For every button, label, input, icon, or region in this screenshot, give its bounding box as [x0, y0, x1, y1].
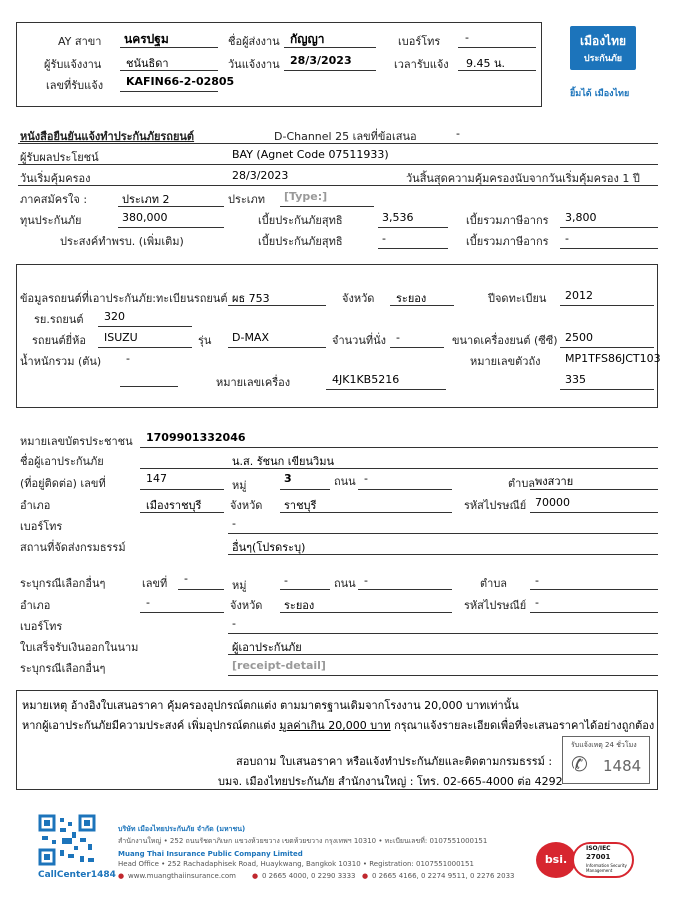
- tel-numbers: 0 2665 4000, 0 2290 3333: [262, 872, 356, 880]
- cmi-total-label: เบี้ยรวมภาษีอากร: [466, 235, 549, 248]
- hotline-box: [562, 736, 650, 784]
- contact-line2: บมจ. เมืองไทยประกันภัย สำนักงานใหญ่ : โทร. 02-665-4000 ต่อ 4292: [218, 775, 563, 788]
- company-address-en: Head Office • 252 Rachadaphisek Road, Huaykwang, Bangkok 10310 • Registration: 0107551000151: [118, 860, 474, 868]
- receipt-other-value: [receipt-detail]: [232, 659, 326, 672]
- chassis-value-line2: 335: [565, 373, 586, 386]
- iso-badge: [572, 842, 634, 878]
- fax-numbers: 0 2665 4166, 0 2274 9511, 0 2276 2033: [372, 872, 515, 880]
- weight-label: น้ำหนักรวม (ตัน): [20, 355, 102, 368]
- notify-date-value: 28/3/2023: [290, 54, 352, 67]
- amphoe-label: อำเภอ: [20, 499, 51, 512]
- cc-label: ขนาดเครื่องยนต์ (ซีซี): [452, 334, 558, 347]
- logo-slogan: ยิ้มได้ เมืองไทย: [570, 89, 630, 99]
- vehicle-province-label: จังหวัด: [342, 292, 375, 305]
- other-province-value: ระยอง: [284, 599, 315, 612]
- vehicle-province-value: ระยอง: [396, 292, 427, 305]
- other-province-label: จังหวัด: [230, 599, 263, 612]
- other-zip-label: รหัสไปรษณีย์: [464, 599, 527, 612]
- zip-value: 70000: [535, 496, 570, 509]
- ref-label: เลขที่รับแจ้ง: [46, 79, 104, 92]
- fax-icon: ●: [362, 872, 369, 880]
- beneficiary-value: BAY (Agnet Code 07511933): [232, 148, 389, 161]
- phone-value: -: [465, 31, 469, 44]
- globe-icon: ●: [118, 872, 125, 880]
- tambon-value: พงสวาย: [535, 475, 574, 488]
- bsi-text: bsi.: [544, 853, 568, 866]
- amphoe-value: เมืองราชบุรี: [146, 499, 202, 512]
- tambon-label: ตำบล: [508, 477, 536, 490]
- website[interactable]: www.muangthaiinsurance.com: [128, 872, 236, 880]
- tel-icon: ●: [252, 872, 259, 880]
- reg-year-value: 2012: [565, 289, 593, 302]
- company-logo: [570, 26, 636, 70]
- receipt-label: ใบเสร็จรับเงินออกในนาม: [20, 641, 139, 654]
- other-road-label: ถนน: [334, 577, 356, 590]
- vehicle-code-value: 320: [104, 310, 125, 323]
- other-phone-value: -: [232, 617, 236, 630]
- addr-no-value: 147: [146, 472, 167, 485]
- road-value: -: [364, 472, 368, 485]
- phone-icon: ✆: [571, 752, 588, 776]
- beneficiary-label: ผู้รับผลประโยชน์: [20, 151, 99, 164]
- cmi-total-value: -: [565, 232, 569, 245]
- branch-label: AY สาขา: [58, 35, 102, 48]
- seats-value: -: [396, 331, 400, 344]
- notify-time-value: 9.45 น.: [466, 57, 506, 70]
- net-premium-label: เบี้ยประกันภัยสุทธิ: [258, 214, 343, 227]
- sender-label: ชื่อผู้ส่งงาน: [228, 35, 280, 48]
- other-addr-label: ระบุกรณีเลือกอื่นๆ: [20, 577, 106, 590]
- other-no-value: -: [184, 572, 188, 585]
- hotline-number: 1484: [603, 757, 642, 775]
- moo-value: 3: [284, 472, 292, 485]
- remark-line2-c: กรุณาแจ้งรายละเอียดเพื่อที่จะเสนอราคาได้อย่างถูกต้อง: [390, 719, 655, 732]
- cmi-net-value: -: [382, 232, 386, 245]
- engine-label: หมายเลขเครื่อง: [216, 376, 291, 389]
- other-tambon-value: -: [535, 574, 539, 587]
- delivery-value: อื่นๆ(โปรดระบุ): [232, 541, 306, 554]
- net-premium-value: 3,536: [382, 211, 414, 224]
- sum-label: ทุนประกันภัย: [20, 214, 82, 227]
- seats-label: จำนวนที่นั่ง: [332, 334, 386, 347]
- zip-label: รหัสไปรษณีย์: [464, 499, 527, 512]
- voluntary-label: ภาคสมัครใจ :: [20, 193, 88, 206]
- id-value: 1709901332046: [146, 431, 246, 444]
- phone-label: เบอร์โทร: [398, 35, 441, 48]
- reg-label: ข้อมูลรถยนต์ที่เอาประกันภัย:ทะเบียนรถยนต์: [20, 292, 228, 305]
- other-tambon-label: ตำบล: [480, 577, 508, 590]
- receipt-value: ผู้เอาประกันภัย: [232, 641, 302, 654]
- end-label: วันสิ้นสุดความคุ้มครองนับจากวันเริ่มคุ้มครอง 1 ปี: [406, 172, 640, 185]
- total-premium-value: 3,800: [565, 211, 597, 224]
- hotline-caption: รับแจ้งเหตุ 24 ชั่วโมง: [571, 741, 637, 749]
- chassis-value-line1: MP1TFS86JCT103: [565, 352, 661, 365]
- contact-line1: สอบถาม ใบเสนอราคา หรือแจ้งทำประกันภัยและติดตามกรมธรรม์ :: [236, 755, 553, 768]
- insured-name-value: น.ส. รัชนก เขียนวิมน: [232, 455, 334, 468]
- remark-line2-b: มูลค่าเกิน 20,000 บาท: [279, 719, 391, 732]
- weight-value: -: [126, 352, 130, 365]
- sender-value: กัญญา: [290, 32, 325, 46]
- receiver-value: ชนันธิดา: [126, 57, 169, 70]
- cmi-label: ประสงค์ทำพรบ. (เพิ่มเติม): [60, 235, 184, 248]
- doc-title: หนังสือยืนยันแจ้งทำประกันภัยรถยนต์: [20, 130, 195, 143]
- voluntary-value: ประเภท 2: [122, 193, 170, 206]
- other-zip-value: -: [535, 596, 539, 609]
- insured-name-label: ชื่อผู้เอาประกันภัย: [20, 455, 104, 468]
- insured-province-value: ราชบุรี: [284, 499, 317, 512]
- bsi-logo: [536, 842, 576, 878]
- id-label: หมายเลขบัตรประชาชน: [20, 435, 133, 448]
- notify-time-label: เวลารับแจ้ง: [394, 58, 449, 71]
- delivery-label: สถานที่จัดส่งกรมธรรม์: [20, 541, 126, 554]
- start-value: 28/3/2023: [232, 169, 289, 182]
- cc-value: 2500: [565, 331, 593, 344]
- vehicle-code-label: รย.รถยนต์: [34, 313, 84, 326]
- type-value: [Type:]: [284, 190, 328, 203]
- other-no-label: เลขที่: [142, 577, 168, 590]
- other-amphoe-value: -: [146, 596, 150, 609]
- remark-line1: หมายเหตุ อ้างอิงใบเสนอราคา คุ้มครองอุปกรณ์ตกแต่ง ตามมาตรฐานเดิมจากโรงงาน 20,000 บาทเท่านั้น: [22, 699, 519, 712]
- branch-value: นครปฐม: [124, 32, 169, 46]
- channel-value: -: [456, 127, 460, 140]
- company-name-th: บริษัท เมืองไทยประกันภัย จำกัด (มหาชน): [118, 825, 246, 833]
- remark-line2: [22, 716, 654, 734]
- ref-value: KAFIN66-2-02805: [126, 75, 235, 88]
- model-value: D-MAX: [232, 331, 269, 344]
- brand-value: ISUZU: [104, 331, 138, 344]
- type-label: ประเภท: [228, 193, 266, 206]
- iso-line1: ISO/IEC: [586, 845, 611, 852]
- iso-line3: Information Security Management: [586, 863, 627, 873]
- other-moo-value: -: [284, 574, 288, 587]
- sum-value: 380,000: [122, 211, 168, 224]
- moo-label: หมู่: [232, 479, 247, 492]
- reg-value: ผธ 753: [232, 292, 270, 305]
- qr-code: [38, 814, 96, 866]
- receipt-other-label: ระบุกรณีเลือกอื่นๆ: [20, 662, 106, 675]
- channel-label: D-Channel 25 เลขที่ข้อเสนอ: [274, 130, 417, 143]
- company-name-en: Muang Thai Insurance Public Company Limited: [118, 850, 303, 858]
- total-premium-label: เบี้ยรวมภาษีอากร: [466, 214, 549, 227]
- remark-line2-a: หากผู้เอาประกันภัยมีความประสงค์ เพิ่มอุปกรณ์ตกแต่ง: [22, 719, 280, 732]
- logo-line2: ประกันภัย: [583, 54, 623, 64]
- engine-value: 4JK1KB5216: [332, 373, 400, 386]
- road-label: ถนน: [334, 475, 356, 488]
- other-amphoe-label: อำเภอ: [20, 599, 51, 612]
- insured-province-label: จังหวัด: [230, 499, 263, 512]
- logo-line1: เมืองไทย: [579, 34, 627, 48]
- receiver-label: ผู้รับแจ้งงาน: [44, 58, 102, 71]
- other-moo-label: หมู่: [232, 579, 247, 592]
- company-address-th: สำนักงานใหญ่ • 252 ถนนรัชดาภิเษก แขวงห้วยขวาง เขตห้วยขวาง กรุงเทพฯ 10310 • ทะเบียนเลขที่: 0107551000151: [118, 837, 488, 845]
- model-label: รุ่น: [198, 334, 212, 347]
- iso-line2: 27001: [586, 853, 611, 861]
- start-label: วันเริ่มคุ้มครอง: [20, 172, 91, 185]
- insured-phone-value: -: [232, 517, 236, 530]
- brand-label: รถยนต์ยี่ห้อ: [32, 334, 86, 347]
- other-road-value: -: [364, 574, 368, 587]
- other-phone-label: เบอร์โทร: [20, 620, 63, 633]
- cmi-net-label: เบี้ยประกันภัยสุทธิ: [258, 235, 343, 248]
- chassis-label: หมายเลขตัวถัง: [470, 355, 541, 368]
- notify-date-label: วันแจ้งงาน: [228, 58, 280, 71]
- insured-phone-label: เบอร์โทร: [20, 520, 63, 533]
- addr-label: (ที่อยู่ติดต่อ) เลขที่: [20, 477, 106, 490]
- callcenter-label: CallCenter1484: [38, 870, 116, 880]
- reg-year-label: ปีจดทะเบียน: [488, 292, 547, 305]
